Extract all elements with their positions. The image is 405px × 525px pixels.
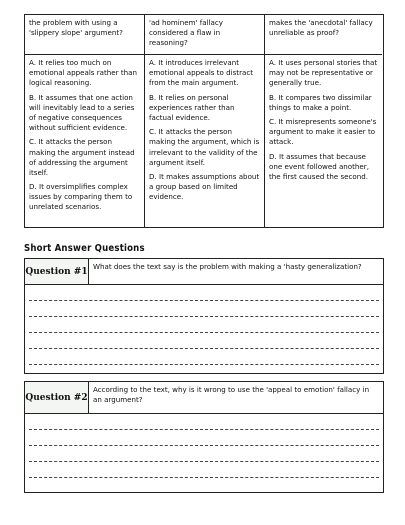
mc-question-1: the problem with using a 'slippery slope' argument?	[25, 15, 145, 55]
option-2b: B. It relies on personal experiences rather than factual evidence.	[149, 92, 235, 122]
section-title: Short Answer Questions	[24, 243, 145, 254]
option-3c: C. It misrepresents someone's argument to make it easier to attack.	[269, 117, 377, 147]
option-2a: A. It introduces irrelevant emotional appeals to distract from the main argument.	[149, 58, 254, 88]
option-1d: D. It oversimplifies complex issues by comparing them to unrelated scenarios.	[29, 182, 133, 212]
question-1-answer-area[interactable]	[25, 285, 383, 365]
answer-line	[29, 446, 379, 462]
answer-line	[29, 349, 379, 365]
answer-line	[29, 333, 379, 349]
option-3d: D. It assumes that because one event followed another, the first caused the second.	[269, 152, 369, 182]
option-2c: C. It attacks the person making the argument, which is irrelevant to the validity of the argument itself.	[149, 127, 260, 167]
question-2-text: According to the text, why is it wrong to use the 'appeal to emotion' fallacy in an argument?	[93, 385, 370, 405]
question-2-header	[25, 382, 383, 414]
option-1a: A. It relies too much on emotional appeals rather than logical reasoning.	[29, 58, 137, 88]
answer-line	[29, 462, 379, 478]
question-2-answer-area[interactable]	[25, 414, 383, 478]
question-2-box	[24, 381, 384, 493]
question-1-label: Question #1	[25, 259, 89, 284]
answer-line	[29, 301, 379, 317]
answer-line	[29, 430, 379, 446]
mc-question-2: 'ad hominem' fallacy considered a flaw in reasoning?	[145, 15, 265, 55]
question-1-header	[25, 259, 383, 285]
multiple-choice-table	[24, 14, 384, 228]
option-1b: B. It assumes that one action will inevitably lead to a series of negative consequences without sufficient evidence.	[29, 92, 135, 132]
mc-options-3	[265, 55, 382, 227]
option-3b: B. It compares two dissimilar things to make a point.	[269, 92, 372, 112]
answer-line	[29, 285, 379, 301]
answer-line	[29, 414, 379, 430]
mc-question-3: makes the 'anecdotal' fallacy unreliable as proof?	[265, 15, 382, 55]
question-2-label: Question #2	[25, 382, 89, 413]
option-2d: D. It makes assumptions about a group based on limited evidence.	[149, 172, 260, 202]
option-1c: C. It attacks the person making the argument instead of addressing the argument itself.	[29, 137, 135, 177]
mc-options-1	[25, 55, 145, 227]
mc-options-2	[145, 55, 265, 227]
question-1-box	[24, 258, 384, 374]
answer-line	[29, 317, 379, 333]
question-1-text: What does the text say is the problem with making a 'hasty generalization?	[93, 262, 362, 271]
option-3a: A. It uses personal stories that may not be representative or generally true.	[269, 58, 378, 88]
